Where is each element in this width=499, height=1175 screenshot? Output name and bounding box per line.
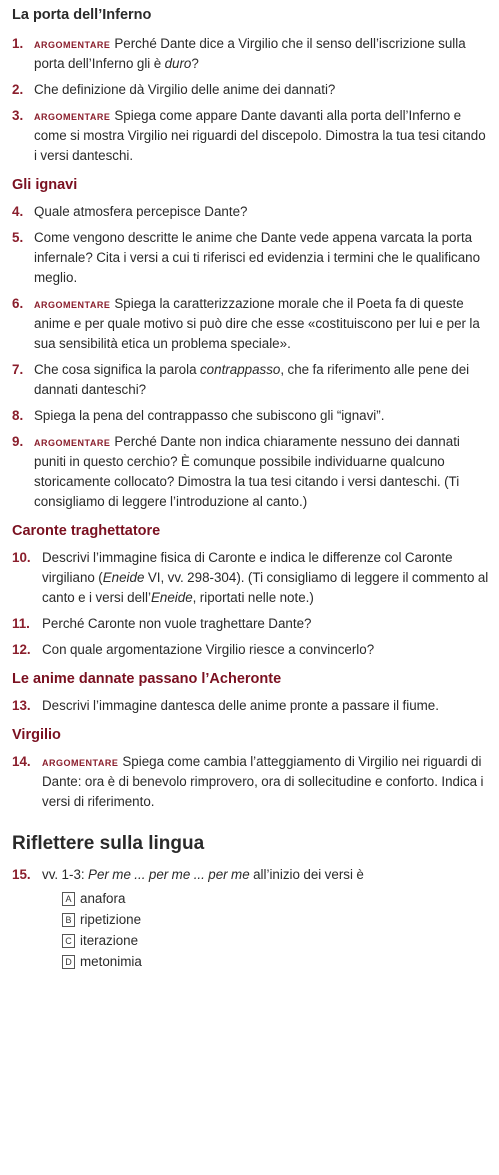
option-box[interactable]: C <box>62 934 75 948</box>
question-1: 1. argomentare Perché Dante dice a Virgilio che il senso dell’iscrizione sulla porta dell’Inferno gli è duro? <box>12 34 491 74</box>
argomentare-tag: argomentare <box>34 109 111 123</box>
option-d[interactable] <box>62 951 491 972</box>
question-12: 12. Con quale argomentazione Virgilio riesce a convincerlo? <box>12 640 491 660</box>
option-box[interactable]: B <box>62 913 75 927</box>
section-title-caronte: Caronte traghettatore <box>12 523 161 539</box>
question-number: 14. <box>12 754 31 769</box>
question-6: 6. argomentare Spiega la caratterizzazione morale che il Poeta fa di queste anime e per quale motivo si può dire che esse «costituiscono per lui e per la sua sensibilità etica un problema speciale». <box>12 294 491 354</box>
argomentare-tag: argomentare <box>34 297 111 311</box>
answer-options <box>62 888 491 972</box>
question-number: 9. <box>12 434 24 449</box>
option-label: ripetizione <box>80 911 142 927</box>
question-number: 11. <box>12 616 30 631</box>
question-14: 14. argomentare Spiega come cambia l’atteggiamento di Virgilio nei riguardi di Dante: ora è di benevolo rimprovero, ora di sollecitudine e conforto. Indica i versi di riferimento. <box>12 752 491 812</box>
question-3: 3. argomentare Spiega come appare Dante davanti alla porta dell’Inferno e come si mostra Virgilio nei riguardi del discepolo. Dimostra la tua tesi citando i versi danteschi. <box>12 106 491 166</box>
option-a[interactable] <box>62 888 491 909</box>
question-10: 10. Descrivi l’immagine fisica di Caronte e indica le differenze col Caronte virgiliano (Eneide VI, vv. 298-304). (Ti consigliamo di leggere il commento al canto e i versi dell’Eneide, riportati nelle note.) <box>12 548 491 608</box>
question-5: 5. Come vengono descritte le anime che Dante vede appena varcata la porta infernale? Cita i versi a cui ti riferisci ed evidenzia i termini che le qualificano meglio. <box>12 228 491 288</box>
option-c[interactable] <box>62 930 491 951</box>
question-2: 2. Che definizione dà Virgilio delle anime dei dannati? <box>12 80 491 100</box>
argomentare-tag: argomentare <box>34 435 111 449</box>
question-number: 1. <box>12 36 24 51</box>
question-number: 3. <box>12 108 24 123</box>
question-number: 12. <box>12 642 31 657</box>
question-number: 13. <box>12 698 31 713</box>
section-title-lingua: Riflettere sulla lingua <box>12 833 205 854</box>
question-number: 7. <box>12 362 24 377</box>
argomentare-tag: argomentare <box>34 37 111 51</box>
question-number: 2. <box>12 82 24 97</box>
question-number: 4. <box>12 204 24 219</box>
section-title-porta: La porta dell’Inferno <box>12 7 152 23</box>
question-9: 9. argomentare Perché Dante non indica chiaramente nessuno dei dannati puniti in questo cerchio? È comunque possibile individuarne qualcuno storicamente collocato? Dimostra la tua tesi citando i versi danteschi. (Ti consigliamo di leggere l’introduzione al canto.) <box>12 432 491 512</box>
question-4: 4. Quale atmosfera percepisce Dante? <box>12 202 491 222</box>
section-title-acheronte: Le anime dannate passano l’Acheronte <box>12 671 282 687</box>
question-number: 15. <box>12 867 31 882</box>
question-11: 11. Perché Caronte non vuole traghettare Dante? <box>12 614 491 634</box>
option-label: anafora <box>80 890 126 906</box>
question-7: 7. Che cosa significa la parola contrappasso, che fa riferimento alle pene dei dannati danteschi? <box>12 360 491 400</box>
question-number: 10. <box>12 550 31 565</box>
question-13: 13. Descrivi l’immagine dantesca delle anime pronte a passare il fiume. <box>12 696 491 716</box>
question-number: 5. <box>12 230 24 245</box>
question-number: 8. <box>12 408 24 423</box>
section-title-virgilio: Virgilio <box>12 727 61 743</box>
option-box[interactable]: D <box>62 955 75 969</box>
option-label: metonimia <box>80 953 142 969</box>
option-label: iterazione <box>80 932 139 948</box>
argomentare-tag: argomentare <box>42 755 119 769</box>
question-15: 15. vv. 1-3: Per me ... per me ... per me all’inizio dei versi è <box>12 865 491 885</box>
option-b[interactable] <box>62 909 491 930</box>
question-number: 6. <box>12 296 24 311</box>
section-title-ignavi: Gli ignavi <box>12 177 78 193</box>
question-8: 8. Spiega la pena del contrappasso che subiscono gli “ignavi”. <box>12 406 491 426</box>
option-box[interactable]: A <box>62 892 75 906</box>
